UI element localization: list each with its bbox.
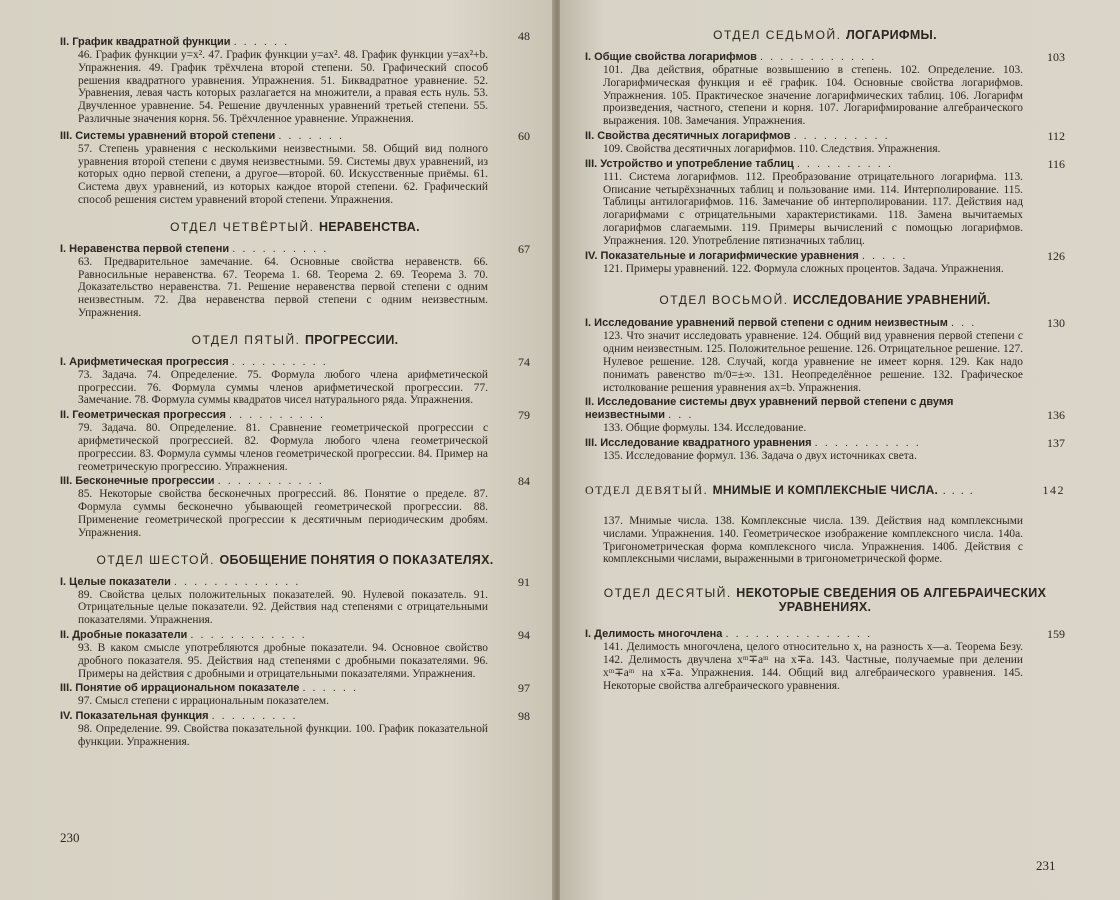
toc-entry bbox=[585, 515, 1065, 566]
toc-entry-page: 103 bbox=[1047, 50, 1065, 64]
toc-entry-page: 94 bbox=[518, 627, 530, 642]
toc-entry-body: 111. Система логарифмов. 112. Преобразование отрицательного логарифма. 113. Описание четырёхзначных таблиц и пользование ими. 114. Интерполирование. 115. Таблицы антилогарифмов. 116. Замечание об интерполировании. 117. Действия над логарифмами с отрицательными характеристиками. 118. Замена вычитаемых логарифмов слагаемыми. 119. Примеры вычислений с помощью логарифмов. Упражнения. 120. Употребление пятизначных таблиц. bbox=[603, 170, 1023, 247]
toc-entry-body: 63. Предварительное замечание. 64. Основные свойства неравенств. 66. Равносильные неравенства. 67. Теорема 1. 68. Теорема 2. 69. Теорема 3. 70. Доказательство неравенства. 71. Решение неравенства первой степени с одним неизвестным. 72. Два неравенства первой степени с одним неизвестным. Упражнения. bbox=[78, 255, 488, 319]
toc-entry bbox=[60, 29, 530, 126]
toc-entry bbox=[585, 130, 1065, 156]
toc-entry-title: IV. Показательная функция . . . . . . . . . 98 bbox=[60, 709, 530, 724]
toc-entry bbox=[60, 629, 530, 680]
toc-entry-page: 159 bbox=[1047, 627, 1065, 642]
left-toc-column bbox=[60, 29, 530, 751]
toc-entry-body: 85. Некоторые свойства бесконечных прогрессий. 86. Понятие о пределе. 87. Формула суммы бесконечно убывающей геометрической прогрессии. 88. Применение геометрической прогрессии к десятичным периодическим дробям. Упражнения. bbox=[78, 488, 488, 539]
toc-entry-title: III. Бесконечные прогрессии . . . . . . . . . . . 84 bbox=[60, 474, 530, 489]
toc-entry bbox=[585, 250, 1065, 276]
section-heading: ОТДЕЛ ШЕСТОЙ. ОБОБЩЕНИЕ ПОНЯТИЯ О ПОКАЗАТЕЛЯХ. bbox=[96, 552, 494, 567]
toc-entry bbox=[60, 682, 530, 708]
toc-entry-title: IV. Показательные и логарифмические уравнения . . . . . 126 bbox=[585, 248, 1065, 263]
toc-entry-body: 135. Исследование формул. 136. Задача о двух источниках света. bbox=[603, 450, 917, 463]
toc-entry bbox=[585, 51, 1065, 128]
section-heading: ОТДЕЛ ЧЕТВЁРТЫЙ. НЕРАВЕНСТВА. bbox=[170, 219, 420, 234]
toc-entry bbox=[585, 628, 1065, 692]
toc-entry bbox=[60, 475, 530, 539]
toc-entry bbox=[60, 409, 530, 473]
right-page bbox=[560, 0, 1120, 900]
toc-entry-body: 141. Делимость многочлена, целого относительно x, на разность x—a. Теорема Безу. 142. Делимость двучлена xᵐ∓aᵐ на x∓a. 143. Частные, получаемые при делении xᵐ∓aᵐ на x∓a. Упражнения. 144. Общий вид алгебраического уравнения. 145. Некоторые свойства алгебраического уравнения. bbox=[603, 641, 1023, 692]
toc-entry-title: I. Исследование уравнений первой степени с одним неизвестным . . . 130 bbox=[585, 316, 1065, 331]
toc-entry-body: 121. Примеры уравнений. 122. Формула сложных процентов. Задача. Упражнения. bbox=[603, 262, 1004, 275]
right-toc-column bbox=[585, 24, 1065, 694]
section-heading: ОТДЕЛ ПЯТЫЙ. ПРОГРЕССИИ. bbox=[191, 332, 399, 347]
toc-entry-page: 116 bbox=[1047, 156, 1065, 171]
toc-entry-body: 57. Степень уравнения с несколькими неизвестными. 58. Общий вид полного уравнения второй степени с двумя неизвестными. 59. Системы двух уравнений, из которых одно первой степени, а другое—второй. 60. Искусственные приёмы. 61. Система двух уравнений, из которых каждое второй степени. 62. Графический способ решения систем уравнений второй степени. Упражнения. bbox=[78, 142, 488, 206]
toc-entry-body: 98. Определение. 99. Свойства показательной функции. 100. График показательной функции. Упражнения. bbox=[78, 723, 488, 748]
toc-entry-page: 142 bbox=[1042, 482, 1065, 497]
toc-entry-title: III. Понятие об иррациональном показателе . . . . . . 97 bbox=[60, 681, 530, 696]
toc-entry bbox=[60, 356, 530, 407]
toc-entry-title: III. Устройство и употребление таблиц . . . . . . . . . . 116 bbox=[585, 156, 1065, 171]
toc-entry-page: 130 bbox=[1047, 316, 1065, 331]
toc-entry-page: 126 bbox=[1047, 248, 1065, 263]
toc-entry-body: 93. В каком смысле употребляются дробные показатели. 94. Основное свойство дробного показателя. 95. Действия над степенями с дробными показателями. 96. Примеры на действия с дробными и отрицательными показателями. Упражнения. bbox=[78, 641, 488, 680]
toc-entry-title: II. Геометрическая прогрессия . . . . . . . . . . 79 bbox=[60, 408, 530, 423]
toc-entry-title: I. Делимость многочлена . . . . . . . . . . . . . . . 159 bbox=[585, 627, 1065, 642]
toc-entry-title: II. Исследование системы двух уравнений первой степени с двумя неизвестными . . . 136 bbox=[585, 396, 1065, 423]
toc-entry-body: 123. Что значит исследовать уравнение. 124. Общий вид уравнения первой степени с одним неизвестным. 125. Положительное решение. 126. Отрицательное решение. 127. Нулевое решение. 128. Случай, когда уравнение не имеет корня. 129. Как надо понимать равенство m/0=±∞. 131. Неопределённое решение. 132. Графическое истолкование решения уравнения ax=b. Упражнения. bbox=[603, 330, 1023, 394]
page-number: 230 bbox=[60, 830, 80, 845]
toc-entry-body: 137. Мнимые числа. 138. Комплексные числа. 139. Действия над комплексными числами. Упражнения. 140. Геометрическое изображение комплексного числа. 140а. Тригонометрическая форма комплексного числа. Упражнения. 140б. Действия с комплексными числами, выраженными в тригонометрической форме. bbox=[603, 514, 1023, 566]
section-heading: ОТДЕЛ ВОСЬМОЙ. ИССЛЕДОВАНИЕ УРАВНЕНИЙ. bbox=[659, 293, 991, 308]
page-number: 231 bbox=[1036, 858, 1056, 873]
toc-entry-page: 98 bbox=[518, 709, 530, 724]
toc-entry-page: 136 bbox=[1047, 408, 1065, 423]
section-heading: ОТДЕЛ СЕДЬМОЙ. ЛОГАРИФМЫ. bbox=[713, 28, 937, 42]
toc-entry-body: 133. Общие формулы. 134. Исследование. bbox=[603, 422, 807, 435]
toc-entry bbox=[60, 243, 530, 320]
toc-entry bbox=[585, 317, 1065, 394]
toc-entry-page: 79 bbox=[518, 408, 530, 423]
toc-entry-page: 97 bbox=[518, 681, 530, 696]
toc-entry-title: I. Общие свойства логарифмов . . . . . . . . . . . . 103 bbox=[585, 50, 1065, 64]
toc-entry-page: 91 bbox=[518, 574, 530, 589]
toc-entry-body: 46. График функции y=x². 47. График функции y=ax². 48. График функции y=ax²+b. Упражнения. 49. График трёхчлена второй степени. 50. Графический способ решения квадратного уравнения. Упражнения. 51. Биквадратное уравнение. 52. Уравнения, левая часть которых разлагается на множители, а правая есть нуль. 53. Двучленное уравнение. 54. Решение двучленных уравнений третьей степени. 55. Различные значения корня. 56. Трёхчленное уравнение. Упражнения. bbox=[78, 49, 488, 125]
toc-entry-title: II. Свойства десятичных логарифмов . . . . . . . . . . 112 bbox=[585, 128, 1065, 143]
toc-entry-title: III. Исследование квадратного уравнения . . . . . . . . . . . 137 bbox=[585, 436, 1065, 451]
toc-entry bbox=[60, 130, 530, 207]
toc-entry-body: 109. Свойства десятичных логарифмов. 110. Следствия. Упражнения. bbox=[603, 142, 941, 155]
toc-entry bbox=[585, 437, 1065, 463]
chapter-heading: ОТДЕЛ ДЕВЯТЫЙ. МНИМЫЕ И КОМПЛЕКСНЫЕ ЧИСЛА. . . . . 142 bbox=[585, 482, 1065, 497]
toc-entry-page: 137 bbox=[1047, 436, 1065, 451]
toc-entry-page: 67 bbox=[518, 241, 530, 256]
toc-entry bbox=[60, 576, 530, 627]
toc-entry-page: 112 bbox=[1047, 128, 1065, 143]
toc-entry bbox=[585, 158, 1065, 248]
toc-entry-page: 84 bbox=[518, 474, 530, 489]
section-heading: ОТДЕЛ ДЕСЯТЫЙ. НЕКОТОРЫЕ СВЕДЕНИЯ ОБ АЛГЕБРАИЧЕСКИХ УРАВНЕНИЯХ. bbox=[603, 586, 1047, 615]
toc-entry-body: 101. Два действия, обратные возвышению в степень. 102. Определение. 103. Логарифмическая функция и её график. 104. Основные свойства логарифмов. Упражнения. 105. Практическое значение логарифмических таблиц. 106. Логарифм произведения, частного, степени и корня. 107. Логарифмирование алгебраического выражения. 108. Замечания. Упражнения. bbox=[603, 64, 1023, 128]
toc-entry-title: II. График квадратной функции . . . . . . 48 bbox=[60, 29, 530, 48]
toc-entry-title: I. Неравенства первой степени . . . . . . . . . . 67 bbox=[60, 241, 530, 256]
toc-entry-title: III. Системы уравнений второй степени . . . . . . . 60 bbox=[60, 128, 530, 143]
toc-entry-page: 60 bbox=[518, 128, 530, 143]
toc-entry bbox=[60, 710, 530, 749]
toc-entry-body: 89. Свойства целых положительных показателей. 90. Нулевой показатель. 91. Отрицательные целые показатели. 92. Действия над степенями с отрицательными показателями. Упражнения. bbox=[78, 588, 488, 627]
toc-entry-page: 74 bbox=[518, 354, 530, 369]
toc-entry bbox=[585, 396, 1065, 435]
toc-entry-title: I. Арифметическая прогрессия . . . . . . . . . . 74 bbox=[60, 354, 530, 369]
toc-entry-body: 79. Задача. 80. Определение. 81. Сравнение геометрической прогрессии с арифметической прогрессией. 82. Формула любого члена геометрической прогрессии. 83. Формула суммы членов геометрической прогрессии. 84. Пример на геометрическую прогрессию. Упражнения. bbox=[78, 422, 488, 473]
toc-entry-body: 73. Задача. 74. Определение. 75. Формула любого члена арифметической прогрессии. 76. Формула суммы членов арифметической прогрессии. 77. Замечание. 78. Формула суммы квадратов чисел натурального ряда. Упражнения. bbox=[78, 368, 488, 407]
toc-entry-title: II. Дробные показатели . . . . . . . . . . . . 94 bbox=[60, 627, 530, 642]
toc-entry-title: I. Целые показатели . . . . . . . . . . . . . 91 bbox=[60, 574, 530, 589]
toc-entry-page: 48 bbox=[518, 29, 530, 43]
left-page bbox=[0, 0, 556, 900]
toc-entry-body: 97. Смысл степени с иррациональным показателем. bbox=[78, 695, 329, 708]
